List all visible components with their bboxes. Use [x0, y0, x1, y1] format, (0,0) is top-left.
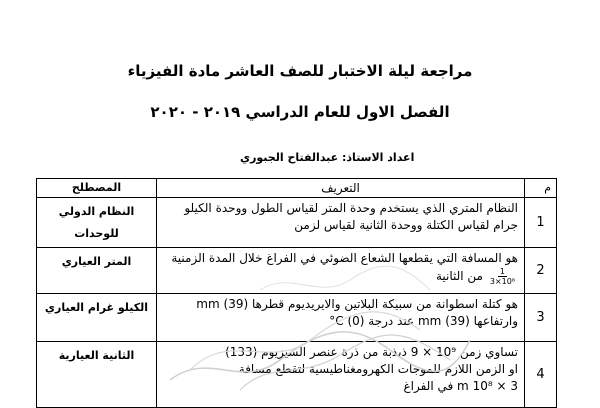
- row-term: المتر العياري: [37, 248, 157, 294]
- table-row: [37, 198, 557, 248]
- row-definition: [157, 342, 525, 408]
- fraction-denominator: 3×10⁸: [489, 277, 515, 286]
- header-term: المصطلح: [37, 179, 157, 198]
- row-definition: [157, 294, 525, 342]
- definition-line: تساوي زمن 10⁹ × 9 ذبذبة من ذرة عنصر السيزيوم (133): [225, 345, 518, 359]
- row-term: الكيلو غرام العياري: [37, 294, 157, 342]
- fraction-numerator: 1: [499, 267, 505, 276]
- page-subtitle: الفصل الاول للعام الدراسي ٢٠١٩ - ٢٠٢٠: [150, 103, 450, 121]
- header-num: م: [525, 179, 557, 198]
- glossary-table: [36, 178, 557, 408]
- definition-text: هو المسافة التي يقطعها الشعاع الضوئي في الفراغ خلال المدة الزمنية: [171, 251, 518, 265]
- table-row: [37, 248, 557, 294]
- row-number: 1: [525, 198, 557, 248]
- table-row: [37, 294, 557, 342]
- row-term: الثانية العيارية: [37, 342, 157, 408]
- page-title: مراجعة ليلة الاختبار للصف العاشر مادة الفيزياء: [127, 62, 473, 80]
- row-term: النظام الدولي للوحدات: [37, 198, 157, 248]
- author-line: اعداد الاستاذ: عبدالفتاح الجبوري: [240, 151, 415, 164]
- table-header-row: [37, 179, 557, 198]
- fraction: [490, 267, 515, 286]
- definition-line: هو كتلة اسطوانة من سبيكة البلاتين والايريديوم قطرها (39) mm: [196, 297, 518, 311]
- definition-line: او الزمن اللازم للموجات الكهرومغناطيسية لتقطع مسافة: [238, 362, 518, 376]
- row-definition: النظام المتري الذي يستخدم وحدة المتر لقياس الطول ووحدة الكيلو جرام لقياس الكتلة ووحدة الثانية لقياس لزمن: [157, 198, 525, 248]
- definition-text: من الثانية: [435, 269, 483, 283]
- definition-line: 3 × 10⁸ m في الفراغ: [403, 379, 518, 393]
- definition-line: وارتفاعها (39) mm عند درجة (0) C°: [329, 314, 518, 328]
- row-number: 2: [525, 248, 557, 294]
- row-definition: [157, 248, 525, 294]
- header-definition: التعريف: [157, 179, 525, 198]
- row-number: 4: [525, 342, 557, 408]
- table-row: [37, 342, 557, 408]
- row-number: 3: [525, 294, 557, 342]
